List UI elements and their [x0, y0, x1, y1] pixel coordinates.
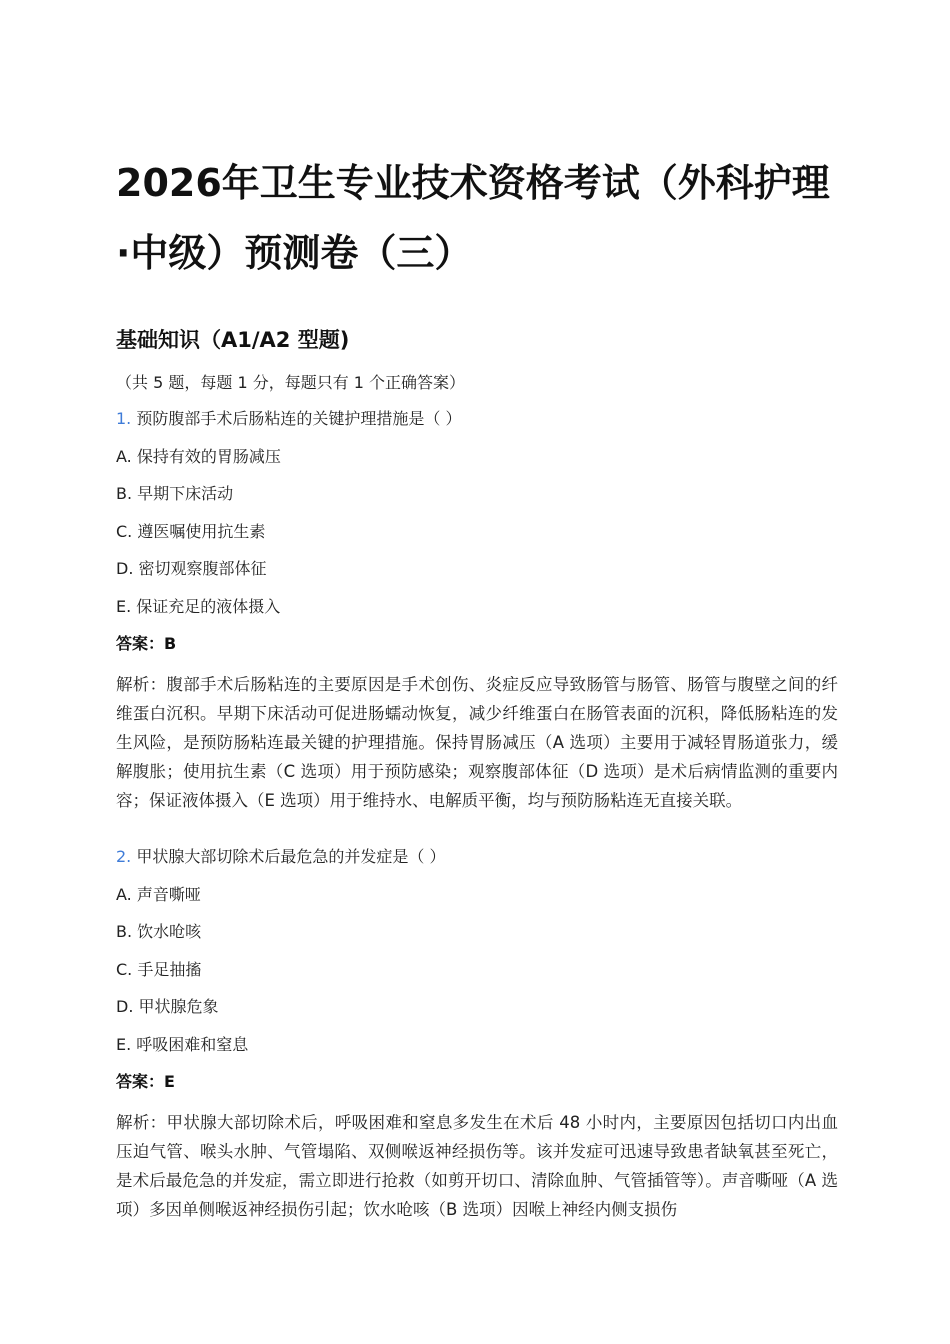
analysis: 解析：腹部手术后肠粘连的主要原因是手术创伤、炎症反应导致肠管与肠管、肠管与腹壁之间的纤维蛋白沉积。早期下床活动可促进肠蠕动恢复，减少纤维蛋白在肠管表面的沉积，降低肠粘连的发生风险，是预防肠粘连最关键的护理措施。保持胃肠减压（A 选项）主要用于减轻胃肠道张力，缓解腹胀；使用抗生素（C 选项）用于预防感染；观察腹部体征（D 选项）是术后病情监测的重要内容；保证液体摄入（E 选项）用于维持水、电解质平衡，均与预防肠粘连无直接关联。	[116, 674, 838, 810]
option-d: D. 密切观察腹部体征	[116, 559, 267, 578]
section-note: （共 5 题，每题 1 分，每题只有 1 个正确答案）	[116, 373, 466, 392]
option-a: A. 保持有效的胃肠减压	[116, 446, 281, 466]
option-e: E. 呼吸困难和窒息	[116, 1034, 249, 1054]
option-b: B. 饮水呛咳	[116, 922, 202, 941]
document-title: 2026年卫生专业技术资格考试（外科护理·中级）预测卷（三）	[116, 161, 830, 275]
option-e: E. 保证充足的液体摄入	[116, 596, 281, 616]
question-1	[116, 405, 838, 815]
question-number: 2.	[116, 847, 132, 866]
option-c: C. 遵医嘱使用抗生素	[116, 521, 266, 541]
question-2	[116, 843, 838, 1224]
question-stem	[116, 843, 838, 881]
option-a: A. 声音嘶哑	[116, 884, 201, 904]
section-title: 基础知识（A1/A2 型题)	[116, 328, 350, 352]
question-text: 甲状腺大部切除术后最危急的并发症是（ ）	[136, 847, 446, 866]
option-c: C. 手足抽搐	[116, 959, 202, 979]
question-text: 预防腹部手术后肠粘连的关键护理措施是（ ）	[136, 409, 462, 428]
answer: 答案：B	[116, 634, 177, 653]
option-d: D. 甲状腺危象	[116, 997, 219, 1016]
option-b: B. 早期下床活动	[116, 484, 234, 503]
question-number: 1.	[116, 409, 132, 428]
question-stem	[116, 405, 838, 443]
analysis: 解析：甲状腺大部切除术后，呼吸困难和窒息多发生在术后 48 小时内，主要原因包括切口内出血压迫气管、喉头水肿、气管塌陷、双侧喉返神经损伤等。该并发症可迅速导致患者缺氧甚至死亡，是术后最危急的并发症，需立即进行抢救（如剪开切口、清除血肿、气管插管等）。声音嘶哑（A 选项）多因单侧喉返神经损伤引起；饮水呛咳（B 选项）因喉上神经内侧支损伤	[116, 1112, 838, 1219]
answer: 答案：E	[116, 1072, 175, 1091]
